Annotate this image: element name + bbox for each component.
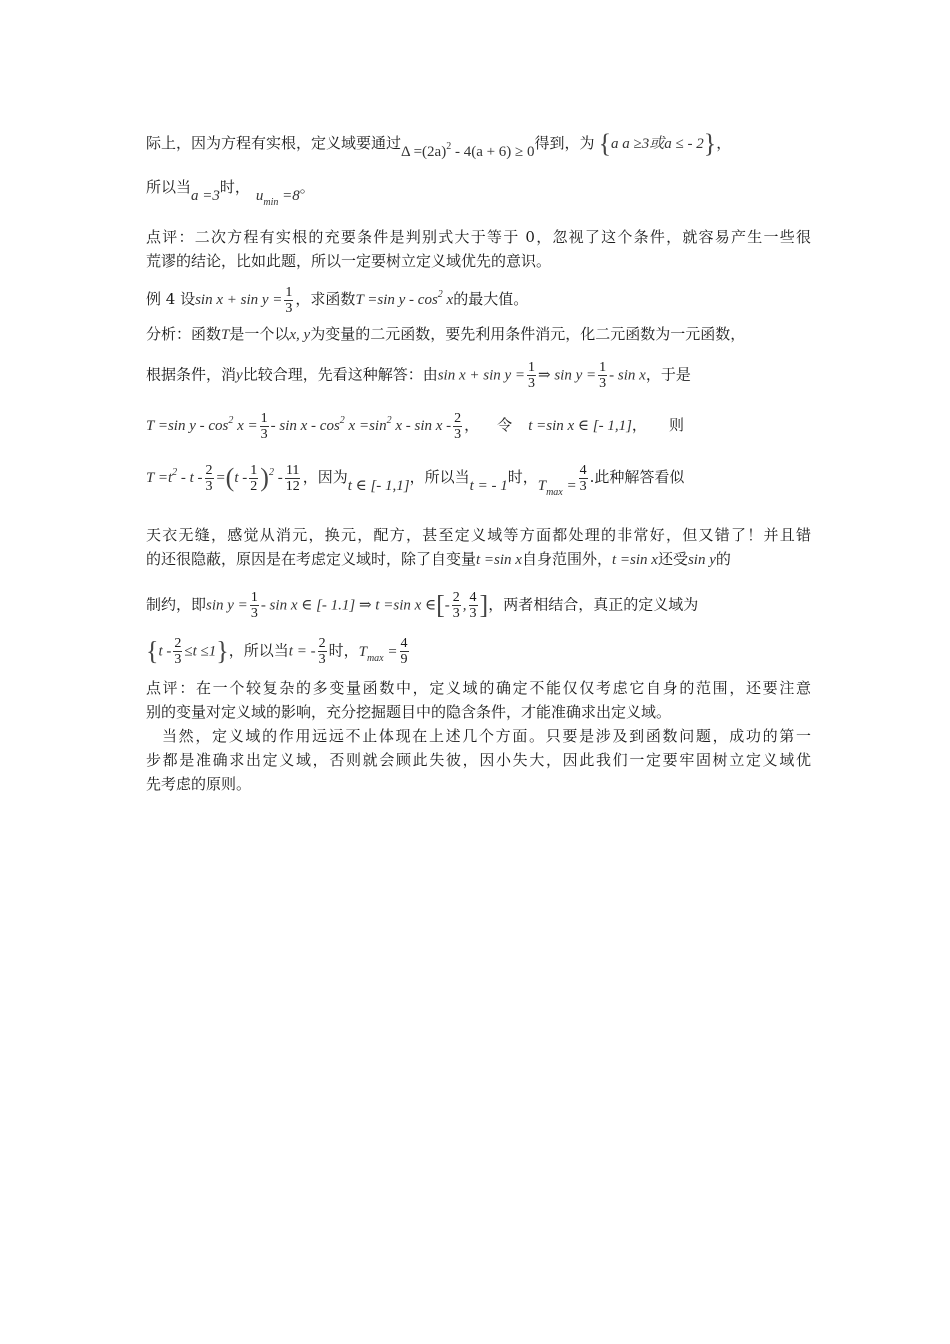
math-formula: t ∈ [- 1,1]	[347, 478, 410, 494]
paragraph-line	[146, 636, 811, 670]
text-span: ，两者相结合，真正的定义域为	[488, 595, 699, 614]
set-brace-left: {	[146, 636, 159, 666]
text-span: 自身范围外，	[521, 550, 612, 568]
fraction: $\frac{1}{2}$	[250, 462, 258, 494]
fraction: $\frac{1}{3}$	[260, 410, 268, 442]
paragraph-line	[146, 590, 811, 621]
math-formula: t = -	[288, 643, 316, 660]
math-formula: -	[444, 597, 450, 614]
text-span: 为变量的二元函数，要先利用条件消元，化二元函数为一元函数，	[310, 325, 746, 343]
text-span: 分析：函数	[146, 325, 222, 343]
fraction: $\frac{1}{3}$	[528, 360, 536, 391]
math-formula: - sin x	[609, 367, 646, 384]
text-span: 的最大值。	[453, 290, 529, 308]
math-formula: $T =t^2 - t$ -	[146, 467, 203, 486]
fraction: $\frac{2}{3}$	[318, 636, 326, 667]
text-span: ，因为	[302, 468, 348, 486]
set-brace-left: {	[598, 129, 612, 158]
paragraph-line	[146, 128, 811, 160]
math-formula: $^2$ -	[268, 467, 283, 486]
fraction: $\frac{11}{12}$	[285, 462, 300, 494]
math-formula: t = - 1	[469, 478, 508, 494]
text-span: ，	[716, 134, 732, 152]
math-formula: t -	[158, 643, 172, 660]
math-formula: sin y =	[206, 597, 248, 614]
math-span: u	[255, 188, 264, 204]
paragraph-line: 点评：在一个较复杂的多变量函数中，定义域的确定不能仅仅考虑它自身的范围，还要注意	[146, 679, 811, 697]
text-span: 的	[715, 550, 731, 568]
math-formula: t =sin x	[611, 552, 658, 568]
paragraph-line: 荒谬的结论，比如此题，所以一定要树立定义域优先的意识。	[146, 252, 552, 270]
text-span: 所以当	[146, 178, 192, 196]
paragraph-line	[146, 410, 811, 442]
paragraph-line: 当然，定义域的作用远远不止体现在上述几个方面。只要是涉及到函数问题，成功的第一	[162, 727, 811, 745]
text-span: ，所以当	[228, 641, 289, 660]
math-formula: sin x + sin y =	[195, 292, 283, 308]
text-span: 时，	[219, 178, 250, 196]
math-formula: ,	[462, 597, 467, 614]
math-formula: t =sin x	[476, 552, 522, 568]
math-formula: t -	[234, 470, 248, 486]
text-span: ，求函数	[295, 290, 356, 308]
paragraph-line: 先考虑的原则。	[146, 775, 252, 793]
math-formula: sin x + sin y =	[437, 367, 526, 384]
math-formula: ≤t ≤1	[184, 643, 217, 660]
fraction: $\frac{4}{3}$	[469, 590, 477, 621]
paragraph-line	[146, 176, 811, 206]
fraction: $\frac{2}{3}$	[452, 590, 460, 621]
paragraph-line	[146, 548, 811, 571]
paragraph-line: 天衣无缝，感觉从消元，换元，配方，甚至定义域等方面都处理的非常好，但又错了！并且错	[146, 526, 811, 544]
math-formula: T =sin y - $\cos^2 x$ =	[146, 415, 258, 434]
text-span: ，所以当	[409, 468, 470, 486]
fraction: $\frac{2}{3}$	[205, 462, 213, 494]
text-span: 令	[497, 416, 513, 434]
paren-right: )	[260, 463, 269, 492]
text-span: 比较合理，先看这种解答：由	[242, 365, 438, 384]
math-formula: =	[215, 470, 226, 486]
math-formula: T =sin y - $\cos^2 x$	[355, 289, 454, 308]
text-span: 时，	[328, 641, 359, 660]
text-span: 则	[668, 416, 684, 434]
fraction: $\frac{1}{3}$	[250, 590, 258, 621]
bracket-left: [	[436, 590, 445, 620]
math-span: Δ =(2a)	[401, 144, 447, 160]
text-span: 例 4 设	[146, 290, 196, 308]
text-span: .此种解答看似	[589, 468, 685, 486]
paren-left: (	[225, 463, 235, 492]
text-span: ，	[464, 416, 480, 434]
text-span: 根据条件，消	[146, 365, 237, 384]
math-span: - 4(a + 6) ≥ 0	[451, 144, 535, 160]
paragraph-line: 别的变量对定义域的影响，充分挖掘题目中的隐含条件，才能准确求出定义域。	[146, 703, 672, 721]
fraction: $\frac{1}{3}$	[285, 284, 293, 316]
paragraph-line: 步都是准确求出定义域，否则就会顾此失彼，因小失大，因此我们一定要牢固树立定义域优	[146, 751, 811, 769]
set-brace-right: }	[216, 636, 229, 666]
text-span: 时，	[507, 468, 538, 486]
fraction: $\frac{4}{9}$	[400, 636, 408, 667]
math-formula: x, y	[289, 327, 311, 343]
math-formula: - sin x ∈ [- 1.1] ⇒ t =sin x ∈	[260, 597, 437, 614]
text-span: ，	[631, 416, 647, 434]
fraction: $\frac{4}{3}$	[579, 462, 587, 494]
math-formula: a a ≥3或a ≤ - 2	[611, 136, 704, 152]
text-span: ，于是	[645, 365, 691, 384]
math-formula: $T_{max}$ =	[358, 643, 398, 664]
math-formula: $T_{max}$ =	[537, 478, 577, 498]
text-span: 的还很隐蔽，原因是在考虑定义域时，除了自变量	[146, 550, 477, 568]
paragraph-line	[146, 323, 811, 346]
math-formula: sin y	[687, 552, 716, 568]
text-span: 得到，为	[534, 134, 595, 152]
bracket-right: ]	[479, 590, 489, 620]
fraction: $\frac{2}{3}$	[454, 410, 462, 442]
text-span: 还受	[657, 550, 688, 568]
paragraph-line	[146, 360, 811, 391]
math-formula: t =sin x ∈ [- 1,1]	[528, 418, 632, 434]
paragraph-line	[146, 462, 811, 496]
text-span: 际上，因为方程有实根，定义域要通过	[146, 134, 402, 152]
paragraph-line: 点评：二次方程有实根的充要条件是判别式大于等于 0，忽视了这个条件，就容易产生一些很	[146, 228, 811, 246]
text-span: 是一个以	[229, 325, 290, 343]
math-formula: y	[236, 367, 243, 384]
math-formula	[401, 141, 535, 160]
math-formula	[255, 188, 300, 208]
math-exponent: 2	[446, 141, 452, 152]
math-span: =8	[278, 188, 300, 204]
set-brace-right: }	[703, 129, 717, 158]
text-span: 制约，即	[146, 595, 207, 614]
math-subscript: min	[263, 197, 279, 208]
math-formula: a =3	[191, 188, 220, 204]
math-formula: - $\sin x - \cos^2 x =\sin^2$ x - sin x -	[270, 415, 452, 434]
math-formula: ⇒ sin y =	[538, 367, 597, 384]
text-span: 。	[299, 178, 315, 196]
paragraph-line	[146, 284, 811, 316]
fraction: $\frac{1}{3}$	[599, 360, 607, 391]
math-formula: T	[221, 327, 230, 343]
fraction: $\frac{2}{3}$	[174, 636, 182, 667]
